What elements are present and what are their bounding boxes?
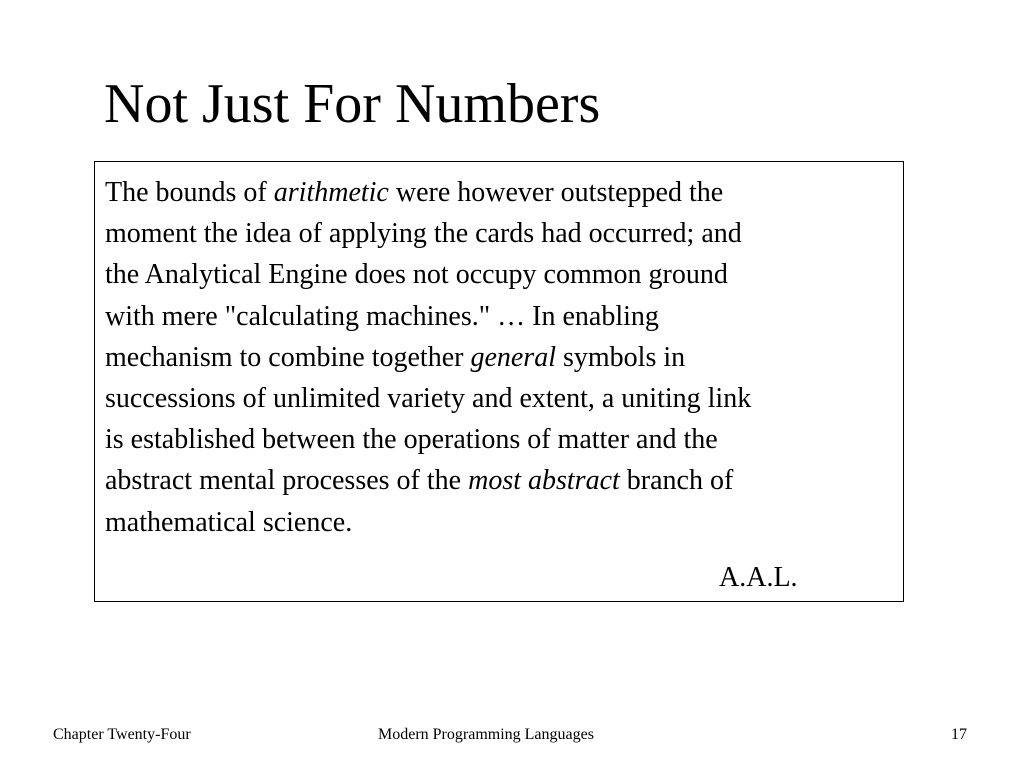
slide-title: Not Just For Numbers xyxy=(104,73,601,135)
quote-line-text: successions of unlimited variety and extent, a uniting link xyxy=(105,383,752,415)
quote-line-text: mechanism to combine together xyxy=(105,341,471,373)
quote-emphasis: general xyxy=(470,341,556,373)
footer-page-number: 17 xyxy=(951,726,967,743)
footer-chapter: Chapter Twenty-Four xyxy=(53,726,191,743)
quote-line-text: The bounds of xyxy=(105,177,274,208)
quote-line-text: with mere "calculating machines." … In enabling xyxy=(105,300,659,332)
quote-line xyxy=(105,337,905,378)
quote-line-text: were however outstepped the xyxy=(388,177,724,208)
quote-line-text: the Analytical Engine does not occupy common ground xyxy=(105,259,728,291)
quote-line-text: is established between the operations of matter and the xyxy=(105,424,718,456)
quote-line xyxy=(105,419,905,460)
quote-line-text: mathematical science. xyxy=(105,506,353,538)
quote-line-text: symbols in xyxy=(555,341,686,373)
quote-line xyxy=(105,172,905,213)
quote-line-text: moment the idea of applying the cards had occurred; and xyxy=(105,218,742,250)
quote-line xyxy=(105,460,905,501)
quote-line xyxy=(105,213,905,254)
quote-text xyxy=(105,172,905,543)
quote-line xyxy=(105,254,905,295)
quote-line-text: abstract mental processes of the xyxy=(105,465,469,497)
quote-line-text: branch of xyxy=(619,465,734,497)
quote-line xyxy=(105,502,905,543)
quote-attribution: A.A.L. xyxy=(719,562,798,593)
quote-emphasis: most abstract xyxy=(468,465,620,497)
quote-box xyxy=(94,161,904,602)
footer-course-title: Modern Programming Languages xyxy=(378,726,594,743)
quote-emphasis: arithmetic xyxy=(273,177,389,208)
quote-line xyxy=(105,378,905,419)
quote-line xyxy=(105,296,905,337)
